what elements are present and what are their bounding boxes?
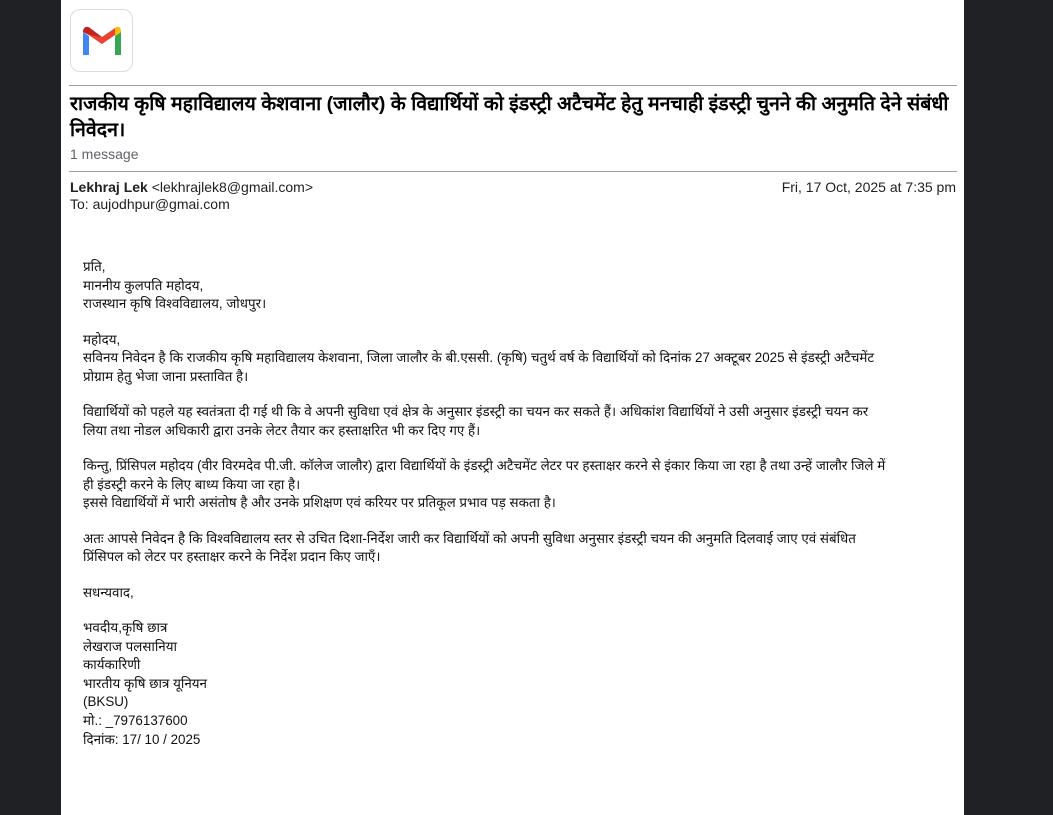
body-line: कार्यकारिणी	[83, 657, 141, 673]
body-line: माननीय कुलपति महोदय,	[83, 277, 204, 293]
body-line: ही इंडस्ट्री करने के लिए बाध्य किया जा रहा है।	[83, 476, 301, 492]
body-line: दिनांक: 17/ 10 / 2025	[83, 731, 201, 747]
body-line: भवदीय,कृषि छात्र	[83, 620, 168, 636]
body-paragraph-2	[83, 403, 943, 440]
body-line: (BKSU)	[83, 694, 129, 710]
recipient-line: To: aujodhpur@gmai.com	[70, 196, 230, 212]
sender-name: Lekhraj Lek	[70, 179, 148, 195]
message-count: 1 message	[70, 146, 139, 162]
body-line: प्रति,	[83, 259, 106, 274]
body-line: सधन्यवाद,	[83, 584, 134, 600]
body-line: महोदय,	[83, 331, 121, 347]
email-subject: राजकीय कृषि महाविद्यालय केशवाना (जालौर) के विद्यार्थियों को इंडस्ट्री अटैचमेंट हेतु मनचाही इंडस्ट्री चुनने की अनुमति देने संबंधी निवेदन।	[70, 93, 949, 141]
body-line: इससे विद्यार्थियों में भारी असंतोष है और उनके प्रशिक्षण एवं करियर पर प्रतिकूल प्रभाव पड़ सकता है।	[83, 495, 556, 511]
body-line: भारतीय कृषि छात्र यूनियन	[83, 675, 207, 691]
body-line: मो.: _7976137600	[83, 713, 188, 729]
body-line: अतः आपसे निवेदन है कि विश्वविद्यालय स्तर से उचित दिशा-निर्देश जारी कर विद्यार्थियों को अपनी सुविधा अनुसार इंडस्ट्री चयन की अनुमति दिलवाई जाए एवं संबंधित	[83, 530, 856, 546]
closing	[83, 584, 943, 603]
body-line: किन्तु, प्रिंसिपल महोदय (वीर विरमदेव पी.जी. कॉलेज जालौर) द्वारा विद्यार्थियों के इंडस्ट्री अटैचमेंट लेटर पर हस्ताक्षर करने से इंकार किया जा रहा है तथा उन्हें जालौर जिले में	[83, 458, 886, 474]
email-date: Fri, 17 Oct, 2025 at 7:35 pm	[781, 179, 956, 195]
body-line: लिया तथा नोडल अधिकारी द्वारा उनके लेटर तैयार कर हस्ताक्षरित भी कर दिए गए हैं।	[83, 422, 481, 438]
email-body	[83, 258, 943, 749]
body-line: सविनय निवेदन है कि राजकीय कृषि महाविद्यालय केशवाना, जिला जालौर के बी.एससी. (कृषि) चतुर्थ वर्ष के विद्यार्थियों को दिनांक 27 अक्टूबर 2025 से इंडस्ट्री अटैचमेंट	[83, 350, 875, 366]
header-divider	[69, 85, 957, 86]
salutation	[83, 258, 943, 314]
body-line: लेखराज पलसानिया	[83, 638, 177, 654]
email-print-page	[61, 0, 964, 815]
message-divider	[69, 171, 957, 172]
body-line: प्रिंसिपल को लेटर पर हस्ताक्षर करने के निर्देश प्रदान किए जाएँ।	[83, 549, 381, 565]
body-paragraph-4	[83, 530, 943, 567]
body-line: राजस्थान कृषि विश्वविद्यालय, जोधपुर।	[83, 296, 267, 312]
body-line: विद्यार्थियों को पहले यह स्वतंत्रता दी गई थी कि वे अपनी सुविधा एवं क्षेत्र के अनुसार इंडस्ट्री का चयन कर सकते हैं। अधिकांश विद्यार्थियों ने उसी अनुसार इंडस्ट्री चयन कर	[83, 404, 869, 420]
body-line: प्रोग्राम हेतु भेजा जाना प्रस्तावित है।	[83, 368, 249, 384]
gmail-logo-icon	[70, 9, 133, 72]
body-paragraph-3	[83, 457, 943, 513]
sender-line	[70, 179, 313, 195]
signature	[83, 619, 943, 749]
body-paragraph-1	[83, 331, 943, 387]
sender-email: <lekhrajlek8@gmail.com>	[151, 179, 313, 195]
